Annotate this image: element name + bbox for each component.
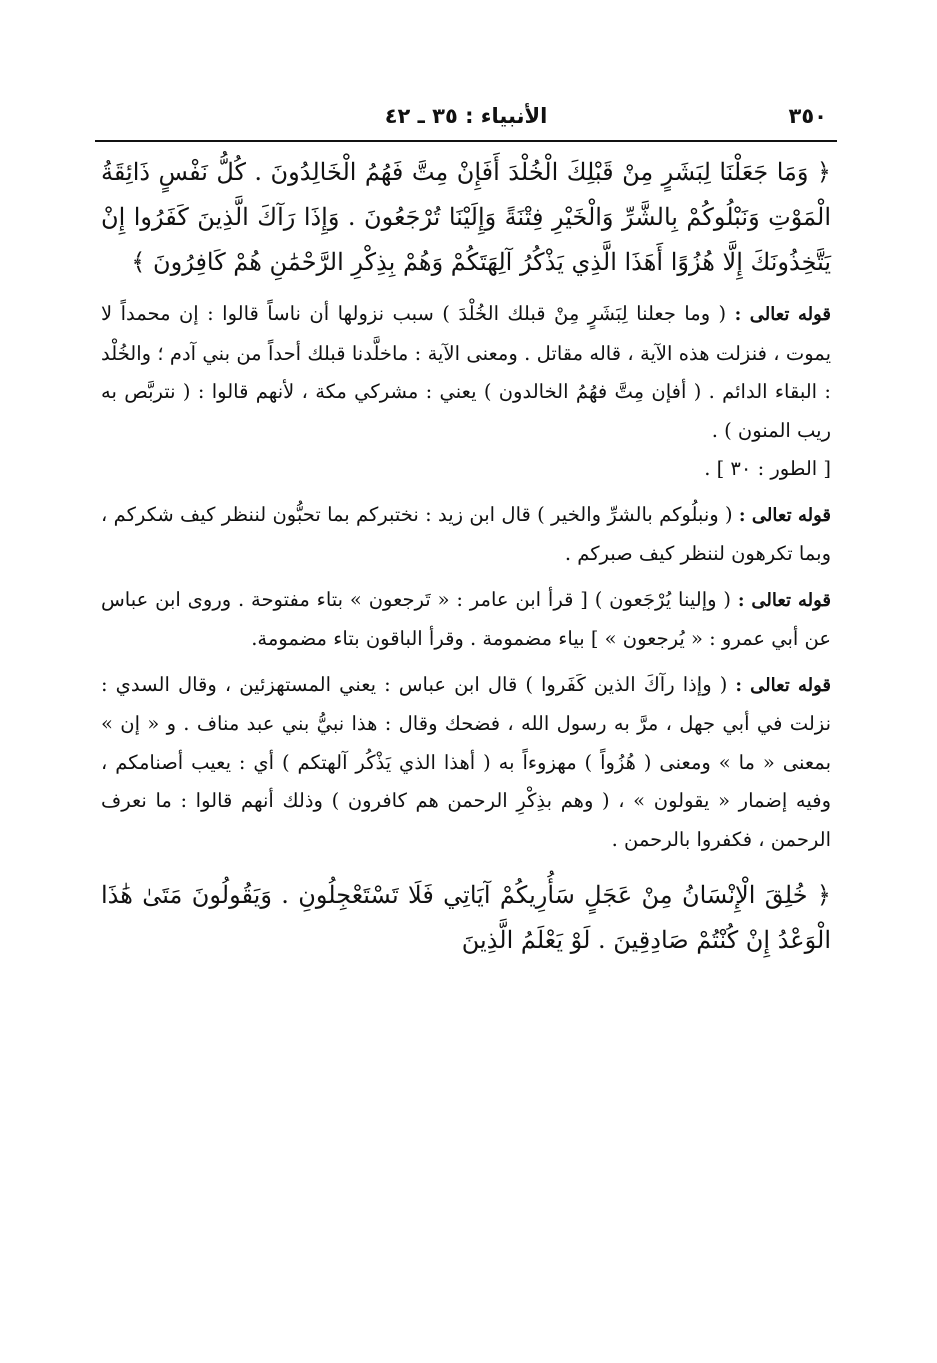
chapter-reference: الأنبياء : ٣٥ ـ ٤٢ <box>384 104 548 128</box>
citation-reference: [ الطور : ٣٠ ] . <box>704 457 831 480</box>
commentary-paragraph <box>101 295 831 489</box>
paragraph-text: ( وإذا رآكَ الذين كَفَروا ) قال ابن عباس : يعني المستهزئين ، وقال السدي : نزلت في أبي جهل ، مرَّ به رسول الله ، فضحك وقال : هذا نبيُّ بني عبد مناف . و « إن » بمعنى « ما » ومعنى ( هُزُواً ) مهزوءاً به ( أهذا الذي يَذْكُر آلهتكم ) أي : يعيب أصنامكم ، وفيه إضمار « يقولون » ، ( وهم بذِكْرِ الرحمن هم كافرون ) وذلك أنهم قالوا : ما نعرف الرحمن ، فكفروا بالرحمن . <box>101 672 831 851</box>
commentary-paragraph <box>101 581 831 659</box>
paragraph-lead: قوله تعالى : <box>734 304 831 325</box>
book-page <box>95 100 837 973</box>
running-head <box>95 100 837 140</box>
paragraph-lead: قوله تعالى : <box>738 504 831 526</box>
commentary-section <box>101 295 831 859</box>
paragraph-lead: قوله تعالى : <box>735 674 831 696</box>
commentary-paragraph <box>101 496 831 574</box>
paragraph-text: ( وما جعلنا لِبَشَرٍ مِنْ قبلك الخُلْدَ ) سبب نزولها أن ناساً قالوا : إن محمداً لا يموت ، فنزلت هذه الآية ، قاله مقاتل . ومعنى الآية : ماخلَّدنا قبلك أحداً من بني آدم ؛ والخُلْد : البقاء الدائم . ( أفإن مِتَّ فهُمُ الخالدون ) يعني : مشركي مكة ، لأنهم قالوا : ( نتربَّص به ريب المنون ) . <box>101 302 831 442</box>
paragraph-text: ( ونبلُوكم بالشرِّ والخير ) قال ابن زيد : نختبركم بما تحبُّون لننظر كيف شكركم ، وبما تكرهون لننظر كيف صبركم . <box>101 502 831 565</box>
quran-verse-block-continued: ﴿ خُلِقَ الْإِنْسَانُ مِنْ عَجَلٍ سَأُرِيكُمْ آيَاتِي فَلَا تَسْتَعْجِلُونِ . وَيَقُولُونَ مَتَىٰ هَٰذَا الْوَعْدُ إِنْ كُنْتُمْ صَادِقِينَ . لَوْ يَعْلَمُ الَّذِينَ <box>101 881 831 954</box>
header-rule <box>95 140 837 142</box>
paragraph-lead: قوله تعالى : <box>737 589 831 611</box>
quran-verse-block: ﴿ وَمَا جَعَلْنَا لِبَشَرٍ مِنْ قَبْلِكَ الْخُلْدَ أَفَإِنْ مِتَّ فَهُمُ الْخَالِدُونَ . كُلُّ نَفْسٍ ذَائِقَةُ الْمَوْتِ وَنَبْلُوكُمْ بِالشَّرِّ وَالْخَيْرِ فِتْنَةً وَإِلَيْنَا تُرْجَعُونَ . وَإِذَا رَآكَ الَّذِينَ كَفَرُوا إِنْ يَتَّخِذُونَكَ إِلَّا هُزُوًا أَهَذَا الَّذِي يَذْكُرُ آلِهَتَكُمْ وَهُمْ بِذِكْرِ الرَّحْمَٰنِ هُمْ كَافِرُونَ ﴾ <box>101 158 831 276</box>
page-number: ٣٥٠ <box>788 104 827 128</box>
paragraph-text: ( وإلينا يُرْجَعون ) [ قرأ ابن عامر : « تَرجعون » بتاء مفتوحة . وروى ابن عباس عن أبي عمرو : « يُرجعون » ] بياء مضمومة . وقرأ الباقون بتاء مضمومة. <box>101 587 831 650</box>
commentary-paragraph <box>101 666 831 860</box>
